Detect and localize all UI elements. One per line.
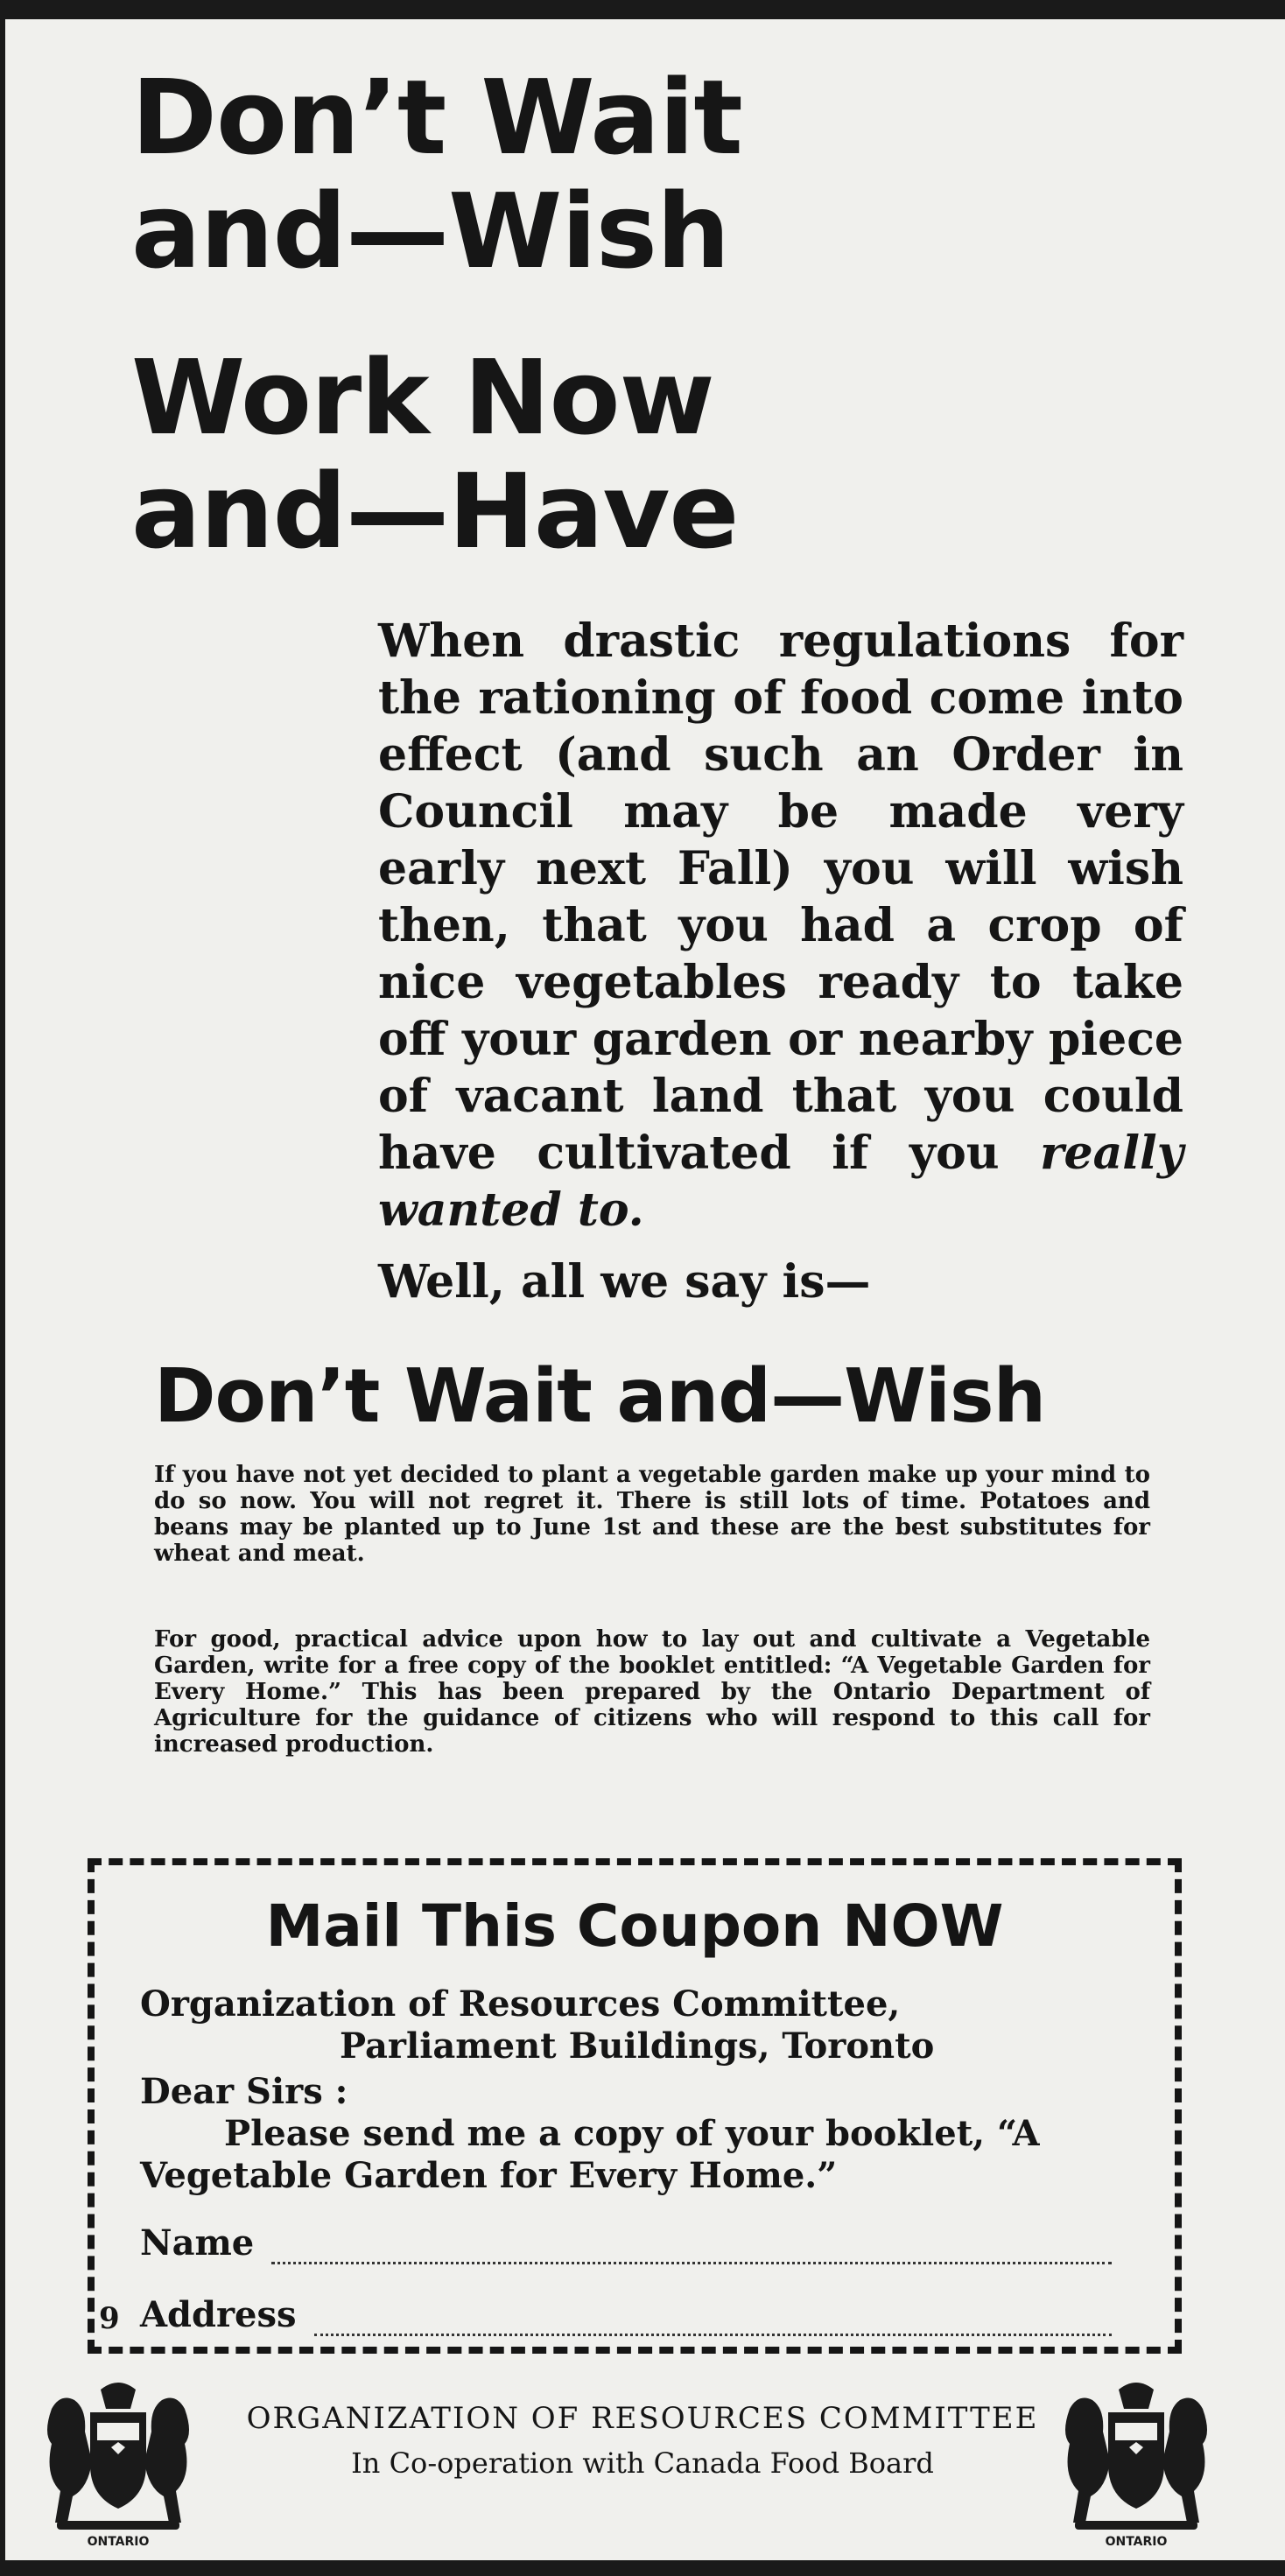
name-field[interactable] bbox=[271, 2230, 1112, 2264]
address-label: Address bbox=[140, 2294, 297, 2335]
headline-line-2: and—Wish bbox=[131, 171, 729, 291]
coupon-salutation: Dear Sirs : bbox=[140, 2071, 348, 2112]
crest-label: ONTARIO bbox=[87, 2535, 150, 2549]
mail-coupon bbox=[88, 1858, 1182, 2354]
headline-line-4: and—Have bbox=[131, 451, 739, 572]
lead-paragraph bbox=[378, 613, 1183, 1239]
address-field[interactable] bbox=[314, 2302, 1112, 2336]
top-rule bbox=[0, 0, 1285, 19]
name-field-row bbox=[140, 2222, 1112, 2264]
crest-label: ONTARIO bbox=[1105, 2535, 1168, 2549]
coupon-address-line: Parliament Buildings, Toronto bbox=[340, 2025, 935, 2067]
coupon-title: Mail This Coupon NOW bbox=[265, 1892, 1004, 1960]
lead-emphasis: really wanted to. bbox=[378, 1127, 1183, 1237]
ontario-crest-icon bbox=[1057, 2374, 1215, 2549]
say-line: Well, all we say is— bbox=[378, 1255, 871, 1309]
headline-line-3: Work Now bbox=[131, 337, 714, 458]
lead-text: When drastic regulations for the rationing of food come into effect (and such an Order in Council may be made very early next Fall) you will wish then, that you had a crop of nice vegetables ready to take off your garden or nearby piece of vacant land that you could have cultivated if you bbox=[378, 614, 1183, 1180]
headline-line-1: Don’t Wait bbox=[131, 57, 742, 178]
left-border bbox=[0, 19, 5, 2560]
coupon-organization: Organization of Resources Committee, bbox=[140, 1983, 901, 2025]
bottom-rule bbox=[0, 2560, 1285, 2576]
name-label: Name bbox=[140, 2222, 255, 2264]
coupon-request: Please send me a copy of your booklet, “A Vegetable Garden for Every Home.” bbox=[140, 2113, 1040, 2196]
footer-organization: ORGANIZATION OF RESOURCES COMMITTEE bbox=[246, 2401, 1039, 2436]
coupon-number: 9 bbox=[99, 2301, 120, 2336]
body-paragraph-2: For good, practical advice upon how to lay out and cultivate a Vegetable Garden, write for a free copy of the booklet entitled: “A Vegetable Garden for Every Home.” This has been prepared by the Ontario Department of Agriculture for the guidance of citizens who will respond to this call for increased production. bbox=[154, 1626, 1150, 1758]
footer-cooperation: In Co-operation with Canada Food Board bbox=[351, 2446, 934, 2480]
sub-headline: Don’t Wait and—Wish bbox=[154, 1353, 1046, 1440]
address-field-row bbox=[140, 2294, 1112, 2336]
body-paragraph-1: If you have not yet decided to plant a vegetable garden make up your mind to do so now. You will not regret it. There is still lots of time. Potatoes and beans may be planted up to June 1st and these are the best substitutes for wheat and meat. bbox=[154, 1462, 1150, 1567]
